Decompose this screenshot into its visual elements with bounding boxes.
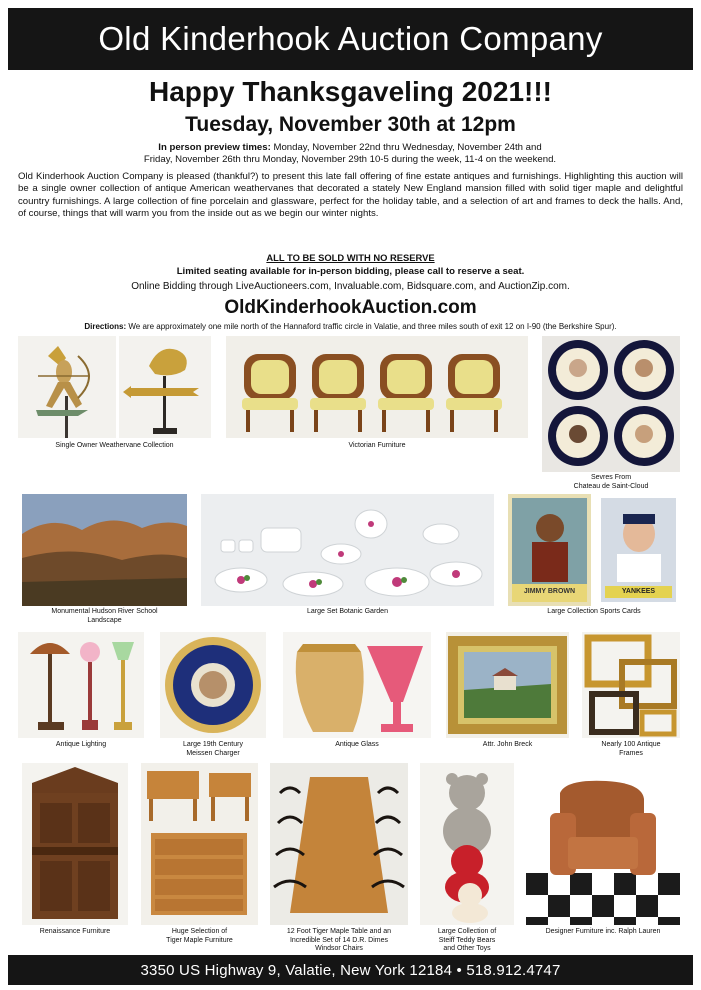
caption-victorian: Victorian Furniture [348, 442, 406, 449]
card-team-yankees: YANKEES [621, 588, 656, 595]
caption-frames [582, 741, 680, 758]
caption-table-chairs [266, 928, 412, 954]
sevres-plates-photo [542, 336, 680, 472]
caption-tiger-line1: Huge Selection of [171, 928, 228, 935]
antique-lighting-photo [18, 632, 144, 738]
caption-hudson-line2: Landscape [87, 616, 122, 624]
sports-card-yankees [597, 494, 680, 606]
weathervane-photo-archer [18, 336, 116, 438]
caption-lauren: Designer Furniture inc. Ralph Lauren [545, 928, 661, 935]
caption-botanic: Large Set Botanic Garden [307, 608, 388, 615]
auction-date: Tuesday, November 30th at 12pm [185, 113, 516, 136]
preview-line2: Friday, November 26th thru Monday, November 29th 10-5 during the week, 11-4 on the weekend. [143, 154, 557, 165]
botanic-garden-photo [201, 494, 494, 606]
footer-bar [8, 955, 693, 985]
antique-frames-photo [582, 632, 680, 738]
seating-notice: Limited seating available for in-person bidding, please call to reserve a seat. [176, 266, 525, 277]
steiff-bears-photo [420, 763, 514, 925]
website-link[interactable]: OldKinderhookAuction.com [224, 297, 477, 318]
hudson-landscape-photo [22, 494, 187, 606]
caption-meissen-line2: Meissen Charger [186, 749, 240, 757]
directions [8, 322, 693, 331]
company-name: Old Kinderhook Auction Company [98, 20, 603, 57]
caption-tiger-line2: Tiger Maple Furniture [166, 936, 233, 944]
caption-hudson [22, 608, 187, 625]
caption-breck: Attr. John Breck [482, 741, 533, 748]
victorian-furniture-photo [226, 336, 528, 438]
sports-card-jimmy-brown [508, 494, 591, 606]
caption-steiff [420, 928, 514, 954]
intro-paragraph: Old Kinderhook Auction Company is pleased (thankful?) to present this late fall offering of fine estate antiques and furnishings. Highlighting this auction will be a single owner collection of antique American weathervanes that decorated a stately New England mansion filled with solid tiger maple and delightful country furnishings. A large collection of fine porcelain and glassware, perfect for the holiday table, and a selection of art and frames to deck the halls. And, of course, things that will warm you from the inside out as we begin our winter nights. [18, 171, 683, 219]
caption-sevres [542, 474, 680, 491]
headline: Happy Thanksgaveling 2021!!! [148, 76, 552, 107]
card-name-jimmy-brown: JIMMY BROWN [523, 588, 576, 595]
caption-steiff-line3: and Other Toys [443, 945, 491, 952]
caption-table-line2: Incredible Set of 14 D.R. Dimes [289, 936, 389, 944]
tiger-maple-furniture-photo [141, 763, 258, 925]
caption-weathervane: Single Owner Weathervane Collection [55, 442, 174, 449]
footer-address: 3350 US Highway 9, Valatie, New York 12184 • 518.912.4747 [140, 961, 561, 979]
weathervane-photo-rooster [119, 336, 211, 438]
ralph-lauren-chair-photo [526, 763, 680, 925]
preview-line1: Monday, November 22nd thru Wednesday, November 24th and [270, 142, 542, 153]
caption-table-line3: Windsor Chairs [315, 945, 363, 952]
caption-lighting: Antique Lighting [55, 741, 107, 748]
antique-glass-photo [283, 632, 431, 738]
directions-text: We are approximately one mile north of the Hannaford traffic circle in Valatie, and three miles south of exit 12 on I-90 (the Berkshire Spur). [126, 322, 617, 331]
caption-steiff-line2: Steiff Teddy Bears [438, 936, 496, 944]
caption-sports: Large Collection Sports Cards [547, 608, 641, 615]
maple-table-windsor-chairs-photo [270, 763, 408, 925]
caption-steiff-line1: Large Collection of [437, 928, 497, 935]
caption-frames-line2: Frames [619, 749, 643, 757]
caption-glass: Antique Glass [335, 741, 379, 748]
caption-hudson-line1: Monumental Hudson River School [51, 608, 158, 615]
meissen-charger-photo [160, 632, 266, 738]
preview-times [70, 142, 630, 166]
caption-table-line1: 12 Foot Tiger Maple Table and an [286, 928, 392, 935]
renaissance-cabinet-photo [22, 763, 128, 925]
online-bidding: Online Bidding through LiveAuctioneers.com, Invaluable.com, Bidsquare.com, and AuctionZip.com. [131, 281, 570, 292]
caption-renaissance: Renaissance Furniture [39, 928, 111, 935]
caption-sevres-line2: Chateau de Saint-Cloud [573, 482, 649, 490]
caption-tiger-maple [141, 928, 258, 945]
preview-label: In person preview times: [158, 142, 271, 153]
caption-frames-line1: Nearly 100 Antique [601, 741, 661, 748]
john-breck-painting-photo [446, 632, 569, 738]
caption-meissen [160, 741, 266, 758]
caption-sevres-line1: Sevres From [590, 474, 632, 481]
caption-meissen-line1: Large 19th Century [183, 741, 243, 748]
header-bar [8, 8, 693, 70]
no-reserve-notice: ALL TO BE SOLD WITH NO RESERVE [266, 252, 435, 263]
directions-label: Directions: [84, 322, 127, 331]
